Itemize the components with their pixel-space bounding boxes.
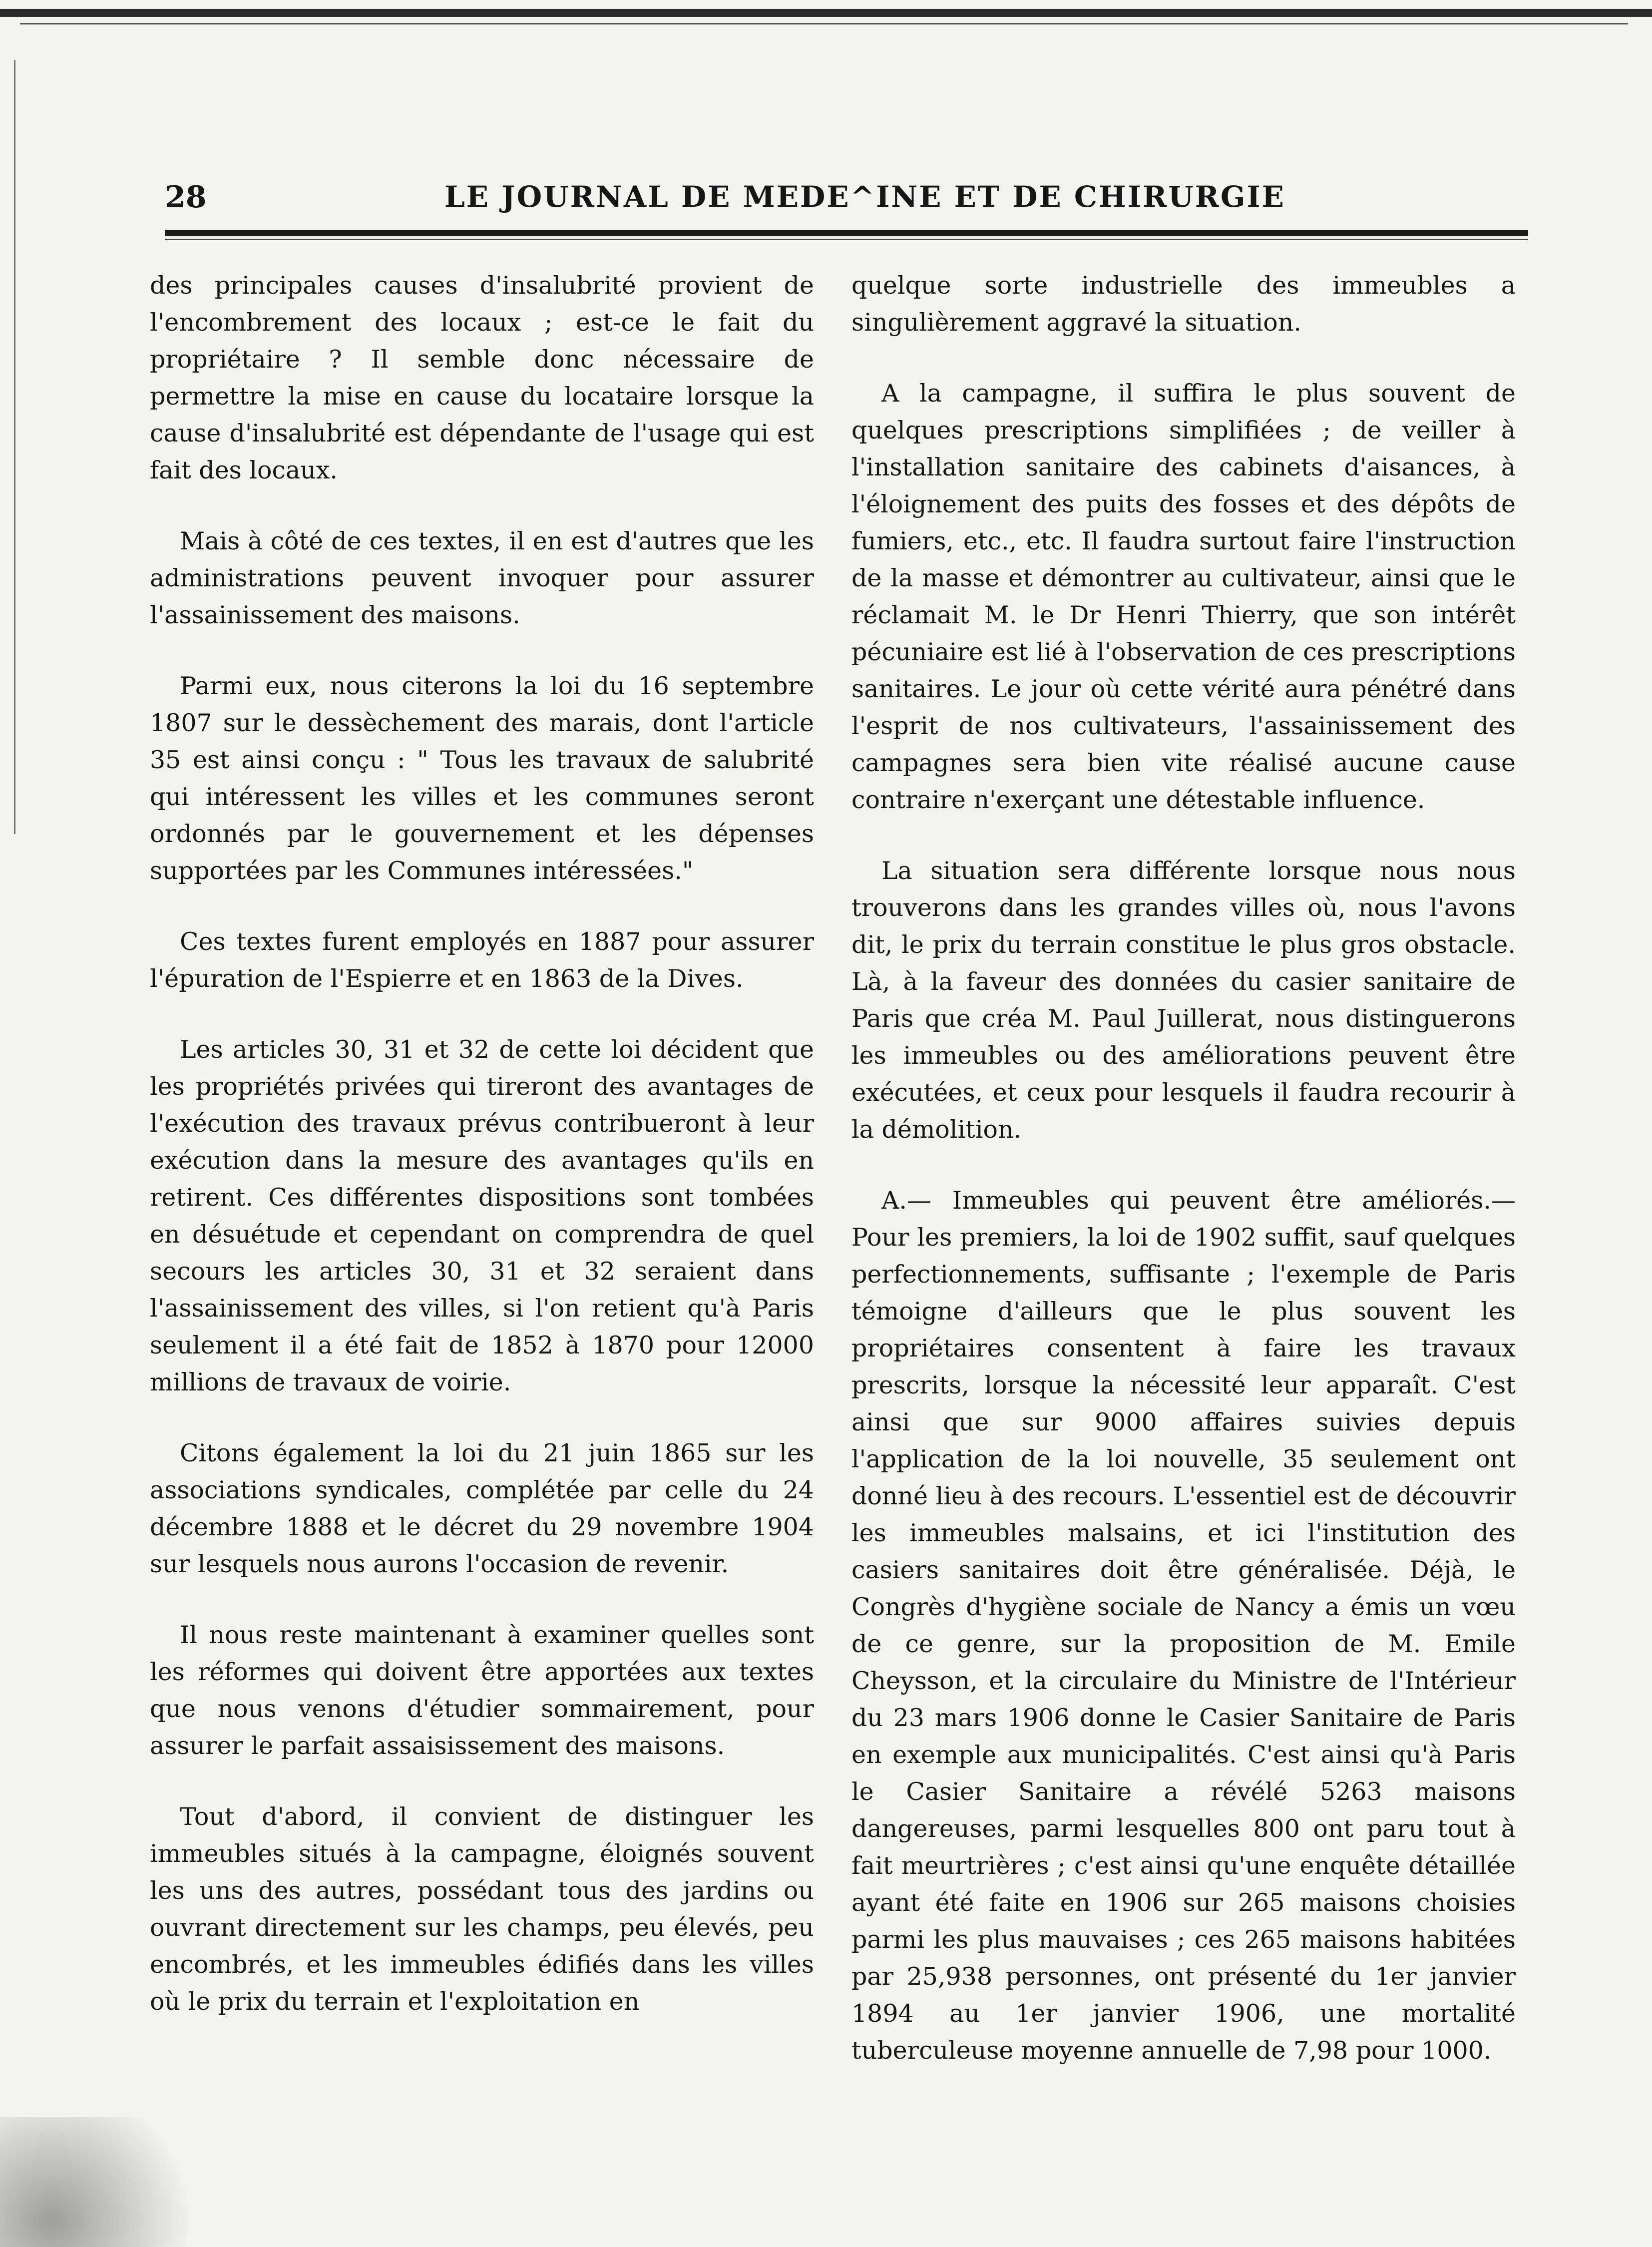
paragraph: La situation sera différente lorsque nous nous trouverons dans les grandes villes où, nous l'avons dit, le prix du terrain constitue le plus gros obstacle. Là, à la faveur des données du casier sanitaire de Paris que créa M. Paul Juillerat, nous distinguerons les immeubles ou des améliorations peuvent être exécutées, et ceux pour lesquels il faudra recourir à la démolition. [851, 857, 1516, 1144]
paragraph: des principales causes d'insalubrité provient de l'encombrement des locaux ; est-ce le fait du propriétaire ? Il semble donc nécessaire de permettre la mise en cause du locataire lorsque la cause d'insalubrité est dépendante de l'usage qui est fait des locaux. [150, 271, 814, 484]
page-header [165, 180, 1528, 225]
paragraph: Les articles 30, 31 et 32 de cette loi décident que les propriétés privées qui tireront des avantages de l'exécution des travaux prévus contribueront à leur exécution dans la mesure des avantages qu'ils en retirent. Ces différentes dispositions sont tombées en désuétude et cependant on comprendra de quel secours les articles 30, 31 et 32 seraient dans l'assainissement des villes, si l'on retient qu'à Paris seulement il a été fait de 1852 à 1870 pour 12000 millions de travaux de voirie. [150, 1035, 814, 1396]
paragraph: Tout d'abord, il convient de distinguer les immeubles situés à la campagne, éloignés souvent les uns des autres, possédant tous des jardins ou ouvrant directement sur les champs, peu élevés, peu encombrés, et les immeubles édifiés dans les villes où le prix du terrain et l'exploitation en [150, 1802, 814, 2016]
scan-noise [0, 2117, 260, 2247]
paragraph: Mais à côté de ces textes, il en est d'autres que les administrations peuvent invoquer pour assurer l'assainissement des maisons. [150, 527, 814, 629]
paragraph: A.— Immeubles qui peuvent être améliorés.— Pour les premiers, la loi de 1902 suffit, sauf quelques perfectionnements, suffisante ; l'exemple de Paris témoigne d'ailleurs que le plus souvent les propriétaires consentent à faire les travaux prescrits, lorsque la nécessité leur apparaît. C'est ainsi que sur 9000 affaires suivies depuis l'application de la loi nouvelle, 35 seulement ont donné lieu à des recours. L'essentiel est de découvrir les immeubles malsains, et ici l'institution des casiers sanitaires doit être généralisée. Déjà, le Congrès d'hygiène sociale de Nancy a émis un vœu de ce genre, sur la proposition de M. Emile Cheysson, et la circulaire du Ministre de l'Intérieur du 23 mars 1906 donne le Casier Sanitaire de Paris en exemple aux municipalités. C'est ainsi qu'à Paris le Casier Sanitaire a révélé 5263 maisons dangereuses, parmi lesquelles 800 ont paru tout à fait meurtrières ; c'est ainsi qu'une enquête détaillée ayant été faite en 1906 sur 265 maisons choisies parmi les plus mauvaises ; ces 265 maisons habitées par 25,938 personnes, ont présenté du 1er janvier 1894 au 1er janvier 1906, une mortalité tuberculeuse moyenne annuelle de 7,98 pour 1000. [851, 1186, 1516, 2065]
top-border-rule [0, 9, 1652, 17]
header-rule [165, 230, 1528, 236]
header-rule-thin [165, 239, 1528, 240]
paragraph: Il nous reste maintenant à examiner quelles sont les réformes qui doivent être apportées aux textes que nous venons d'étudier sommairement, pour assurer le parfait assaisissement des maisons. [150, 1621, 814, 1760]
paragraph: quelque sorte industrielle des immeubles a singulièrement aggravé la situation. [851, 271, 1516, 337]
paragraph: Citons également la loi du 21 juin 1865 sur les associations syndicales, complétée par celle du 24 décembre 1888 et le décret du 29 novembre 1904 sur lesquels nous aurons l'occasion de revenir. [150, 1439, 814, 1578]
running-title: LE JOURNAL DE MEDE^INE ET DE CHIRURGIE [444, 180, 1285, 214]
paragraph: A la campagne, il suffira le plus souvent de quelques prescriptions simplifiées ; de veiller à l'installation sanitaire des cabinets d'aisances, à l'éloignement des puits des fosses et des dépôts de fumiers, etc., etc. Il faudra surtout faire l'instruction de la masse et démontrer au cultivateur, ainsi que le réclamait M. le Dr Henri Thierry, que son intérêt pécuniaire est lié à l'observation de ces prescriptions sanitaires. Le jour où cette vérité aura pénétré dans l'esprit de nos cultivateurs, l'assainissement des campagnes sera bien vite réalisé aucune cause contraire n'exerçant une détestable influence. [851, 379, 1516, 814]
paragraph: Parmi eux, nous citerons la loi du 16 septembre 1807 sur le dessèchement des marais, dont l'article 35 est ainsi conçu : " Tous les travaux de salubrité qui intéressent les villes et les communes seront ordonnés par le gouvernement et les dépenses supportées par les Communes intéressées." [150, 672, 814, 885]
right-column [851, 267, 1516, 2103]
left-margin-line [14, 60, 15, 834]
page-number: 28 [165, 180, 207, 215]
paragraph: Ces textes furent employés en 1887 pour assurer l'épuration de l'Espierre et en 1863 de la Dives. [150, 927, 814, 993]
left-column [150, 267, 814, 2054]
top-border-rule-thin [20, 23, 1628, 24]
